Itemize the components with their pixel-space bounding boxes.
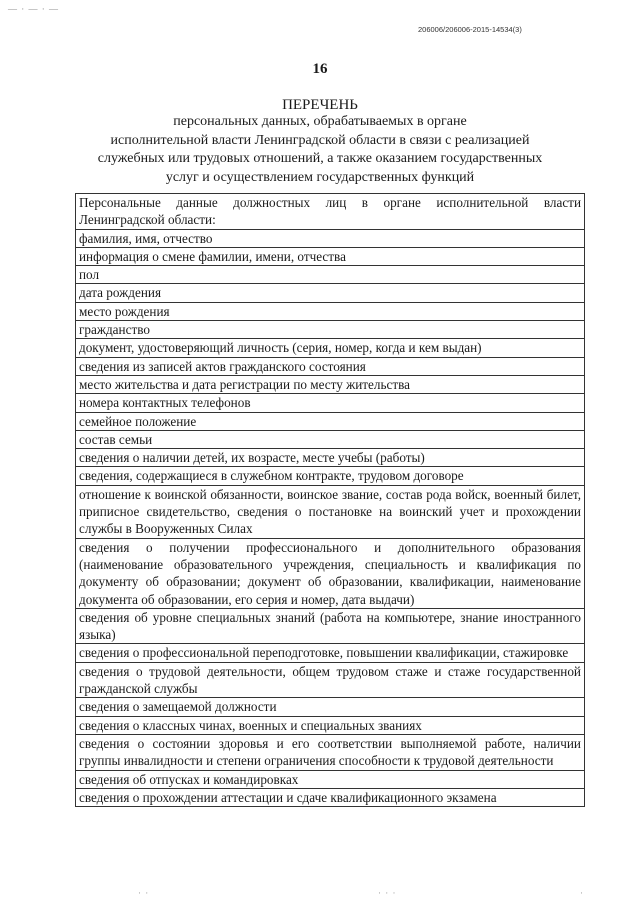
scan-speck: · [580, 888, 584, 898]
table-cell: гражданство [76, 321, 585, 339]
table-row [76, 194, 585, 230]
table-row [76, 734, 585, 770]
table-cell: сведения об отпусках и командировках [76, 770, 585, 788]
table-row [76, 321, 585, 339]
table-row [76, 375, 585, 393]
subtitle-line: исполнительной власти Ленинградской области в связи с реализацией [110, 132, 530, 148]
table-cell: сведения о наличии детей, их возрасте, месте учебы (работы) [76, 449, 585, 467]
table-cell: сведения из записей актов гражданского состояния [76, 357, 585, 375]
scan-speck: · · · [378, 888, 397, 898]
table-cell: место жительства и дата регистрации по месту жительства [76, 375, 585, 393]
scan-mark: — · — · — [8, 4, 59, 14]
table-cell: сведения о состоянии здоровья и его соответствии выполняемой работе, наличии группы инвалидности и степени ограничения способности к трудовой деятельности [76, 734, 585, 770]
table-cell: информация о смене фамилии, имени, отчества [76, 247, 585, 265]
table-row [76, 662, 585, 698]
table-row [76, 485, 585, 538]
table-cell: пол [76, 266, 585, 284]
table-row [76, 770, 585, 788]
personal-data-table [75, 193, 585, 807]
table-row [76, 538, 585, 608]
table-row [76, 284, 585, 302]
document-title: ПЕРЕЧЕНЬ [282, 97, 358, 113]
table-cell: сведения о получении профессионального и дополнительного образования (наименование образовательного учреждения, специальность и квалификация по документу об образовании; документ об образовании, квалификации, наименование документа об образовании, его серия и номер, дата выдачи) [76, 538, 585, 608]
table-row [76, 339, 585, 357]
table-row [76, 266, 585, 284]
table-cell: сведения о замещаемой должности [76, 698, 585, 716]
document-code: 206006/206006-2015-14534(3) [418, 25, 522, 34]
table-row [76, 608, 585, 644]
table-cell: фамилия, имя, отчество [76, 229, 585, 247]
table-row [76, 788, 585, 806]
table-row [76, 302, 585, 320]
table-row [76, 357, 585, 375]
table-row [76, 698, 585, 716]
table-cell: состав семьи [76, 430, 585, 448]
table-cell: сведения о прохождении аттестации и сдаче квалификационного экзамена [76, 788, 585, 806]
table-row [76, 449, 585, 467]
scan-speck: · · [138, 888, 150, 898]
table-row [76, 467, 585, 485]
table-row [76, 394, 585, 412]
table-cell: сведения о трудовой деятельности, общем трудовом стаже и стаже государственной гражданской службы [76, 662, 585, 698]
subtitle-line: служебных или трудовых отношений, а также оказанием государственных [97, 151, 543, 166]
table-row [76, 229, 585, 247]
table-cell: документ, удостоверяющий личность (серия, номер, когда и кем выдан) [76, 339, 585, 357]
table-cell: сведения о классных чинах, военных и специальных званиях [76, 716, 585, 734]
table-row [76, 412, 585, 430]
table-row [76, 247, 585, 265]
document-subtitle [80, 113, 560, 187]
table-cell: семейное положение [76, 412, 585, 430]
table-row [76, 644, 585, 662]
table-row [76, 716, 585, 734]
table-cell: сведения об уровне специальных знаний (работа на компьютере, знание иностранного языка) [76, 608, 585, 644]
table-cell: место рождения [76, 302, 585, 320]
table-cell: дата рождения [76, 284, 585, 302]
table-cell: сведения о профессиональной переподготовке, повышении квалификации, стажировке [76, 644, 585, 662]
table-cell: отношение к воинской обязанности, воинское звание, состав рода войск, военный билет, приписное свидетельство, сведения о постановке на воинский учет и прохождении службы в Вооруженных Силах [76, 485, 585, 538]
table-header-cell: Персональные данные должностных лиц в органе исполнительной власти Ленинградской области: [76, 194, 585, 230]
table-cell: номера контактных телефонов [76, 394, 585, 412]
page-number: 16 [312, 61, 328, 77]
table-row [76, 430, 585, 448]
subtitle-line: персональных данных, обрабатываемых в органе [173, 114, 467, 129]
table-cell: сведения, содержащиеся в служебном контракте, трудовом договоре [76, 467, 585, 485]
subtitle-line: услуг и осуществлением государственных функций [165, 169, 475, 185]
